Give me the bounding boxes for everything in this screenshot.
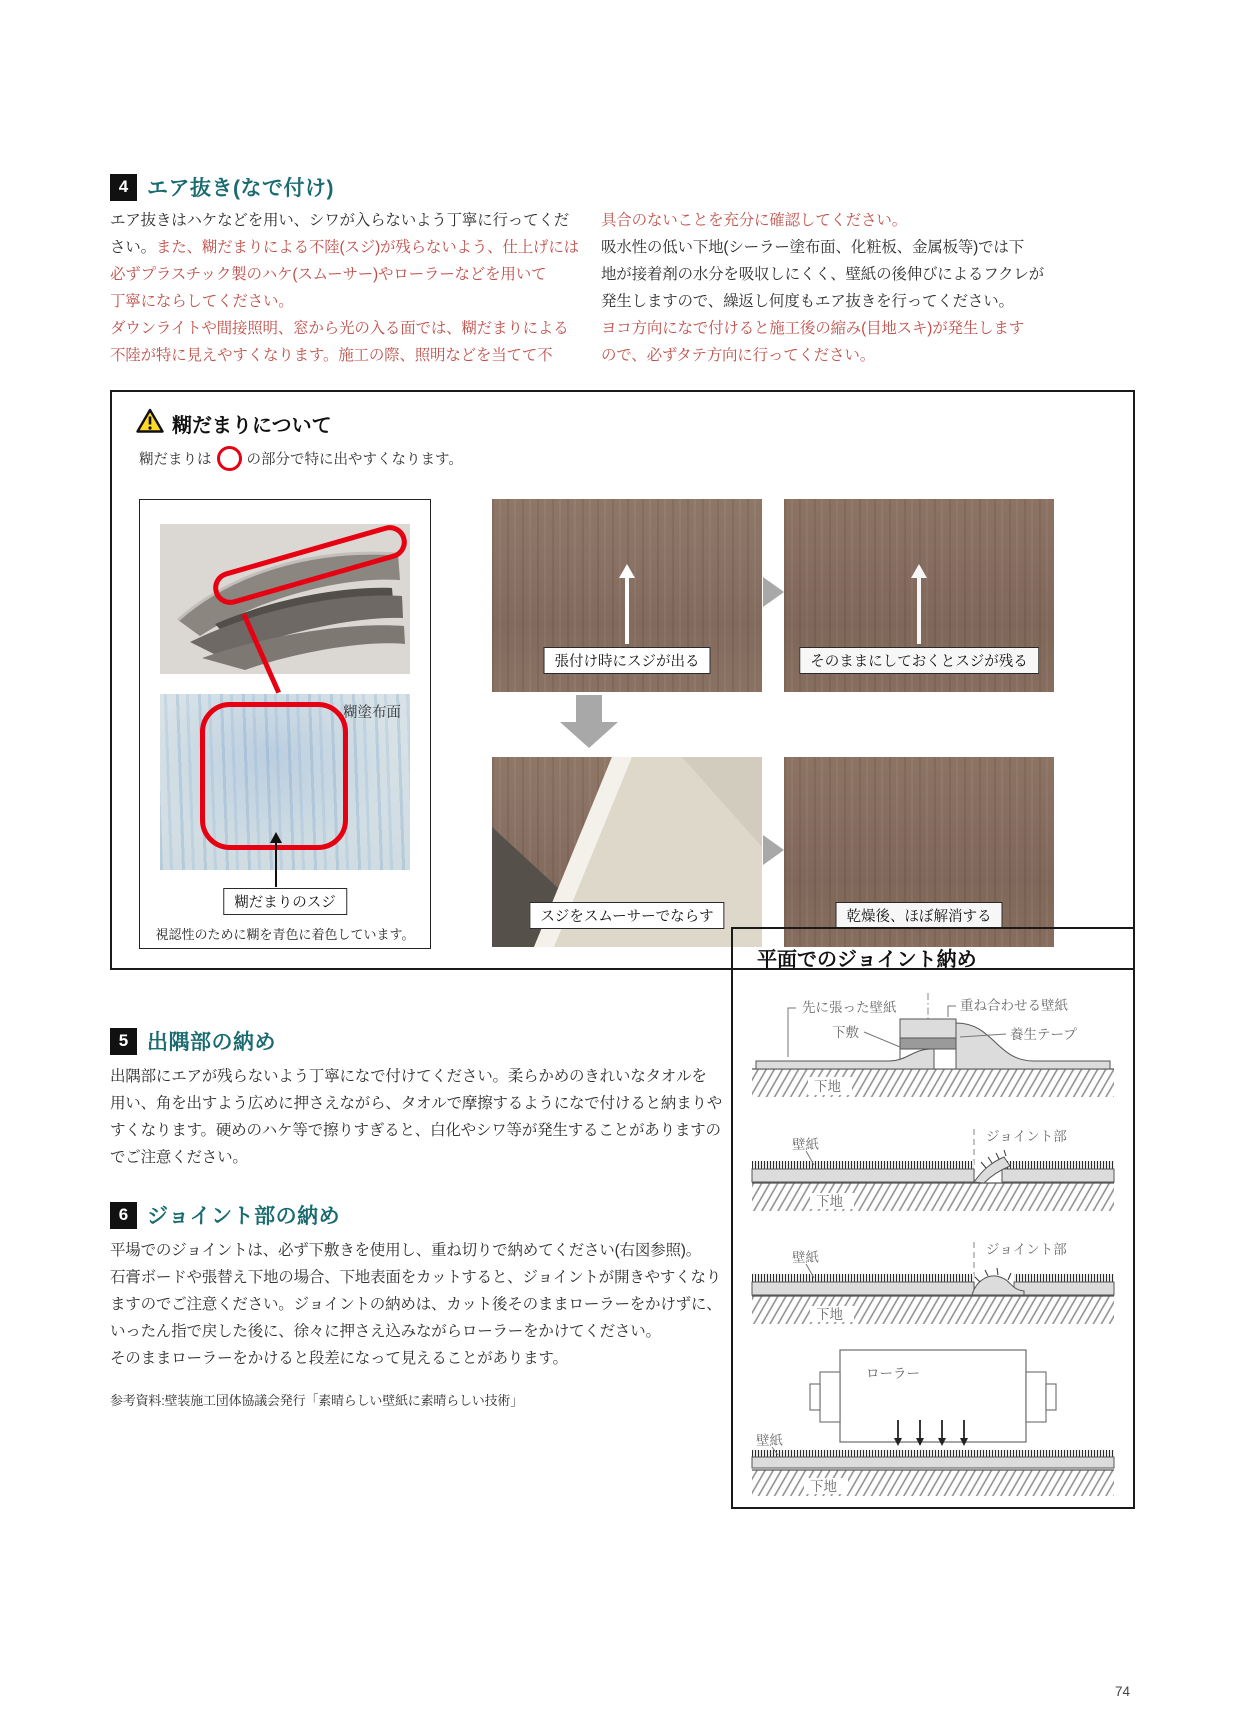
body-text-line: 平場でのジョイントは、必ず下敷きを使用し、重ね切りで納めてください(右図参照)。 (110, 1242, 702, 1259)
streak-arrow-up-icon (270, 832, 282, 887)
step-label: 張付け時にスジが出る (544, 647, 711, 674)
warning-text-line: 具合のないことを充分に確認してください。 (601, 212, 908, 229)
glue-streak-label: 糊だまりのスジ (223, 888, 347, 915)
diagram-label-wallpaper: 壁紙 (756, 1433, 783, 1448)
section5-body (110, 1063, 730, 1171)
diagram-label-base: 下地 (814, 1079, 841, 1094)
joint-box-title: 平面でのジョイント納め (757, 949, 977, 971)
body-text-line: ますのでご注意ください。ジョイントの納めは、カット後そのままローラーをかけずに、 (110, 1296, 722, 1313)
step-photo-streak-appears (492, 499, 762, 692)
body-text-line: 出隅部にエアが残らないよう丁寧になで付けてください。柔らかめのきれいなタオルを (110, 1068, 707, 1085)
body-text-line: そのままローラーをかけると段差になって見えることがあります。 (110, 1350, 568, 1367)
diagram-label-masking-tape: 養生テープ (1010, 1027, 1077, 1042)
body-text-line: すくなります。硬めのハケ等で擦りすぎると、白化やシワ等が発生することがありますの (110, 1122, 721, 1139)
section4-right-column (601, 207, 1131, 369)
glue-note-prefix: 糊だまりは (139, 452, 212, 468)
diagram-label-first-wallpaper: 先に張った壁紙 (802, 1000, 897, 1015)
streak-arrow-up-icon (911, 564, 927, 644)
body-text-line: 発生しますので、繰返し何度もエア抜きを行ってください。 (601, 293, 1014, 310)
diagram-label-wallpaper: 壁紙 (792, 1137, 819, 1152)
diagram-label-underlay: 下敷 (832, 1025, 859, 1040)
glue-streak-highlight-rect (200, 702, 348, 850)
section5-number-badge: 5 (110, 1028, 137, 1055)
section6-title: ジョイント部の納め (147, 1205, 341, 1228)
section5-title: 出隅部の納め (147, 1031, 276, 1054)
glue-pooling-warning-box (110, 390, 1135, 970)
diagram-label-wallpaper: 壁紙 (792, 1250, 819, 1265)
section4-number-badge: 4 (110, 174, 137, 201)
glue-surface-photo (160, 694, 410, 870)
section6-number-badge: 6 (110, 1202, 137, 1229)
streak-arrow-up-icon (619, 564, 635, 644)
step-photo-resolved (784, 757, 1054, 947)
glue-box-heading (136, 408, 332, 439)
warning-text-line: ヨコ方向になで付けると施工後の縮み(目地スキ)が発生します (601, 320, 1025, 337)
section6-body (110, 1237, 730, 1372)
body-text-line: 用い、角を出すよう広めに押さえながら、タオルで摩擦するようになで付けると納まりや (110, 1095, 723, 1112)
diagram-label-roller: ローラー (866, 1366, 920, 1381)
glue-spot-circle-icon (217, 446, 242, 471)
glue-panel-caption: 視認性のために糊を青色に着色しています。 (155, 927, 415, 942)
step-arrow-right-icon (763, 835, 784, 865)
step-label: スジをスムーサーでならす (529, 902, 724, 929)
section4-title: エア抜き(なで付け) (147, 177, 334, 200)
step-photo-streak-remains (784, 499, 1054, 692)
warning-text-line: ダウンライトや間接照明、窓から光の入る面では、糊だまりによる (110, 320, 569, 337)
reference-note: 参考資料:壁装施工団体協議会発行「素晴らしい壁紙に素晴らしい技術」 (110, 1393, 524, 1408)
joint-diagram-open (748, 1121, 1118, 1221)
body-text-line: 石膏ボードや張替え下地の場合、下地表面をカットすると、ジョイントが開きやすくなり (110, 1269, 722, 1286)
joint-diagram-roller (748, 1344, 1118, 1499)
joint-diagram-overlap (748, 987, 1118, 1107)
diagram-label-joint: ジョイント部 (986, 1242, 1067, 1257)
warning-text-line: 丁寧にならしてください。 (110, 293, 294, 310)
glue-example-panel (139, 499, 431, 949)
diagram-label-joint: ジョイント部 (986, 1129, 1067, 1144)
diagram-label-base: 下地 (816, 1307, 843, 1322)
body-text-line: 地が接着剤の水分を吸収しにくく、壁紙の後伸びによるフクレが (601, 266, 1044, 283)
page-number: 74 (1114, 1684, 1130, 1699)
glue-box-heading-text: 糊だまりについて (172, 415, 332, 437)
step-arrow-down-icon (560, 695, 618, 748)
wallpaper-fold-photo (160, 524, 410, 674)
body-text-line: エア抜きはハケなどを用い、シワが入らないよう丁寧に行ってくだ (110, 212, 570, 229)
step-label: 乾燥後、ほぼ解消する (836, 902, 1003, 929)
diagram-label-base: 下地 (810, 1479, 837, 1494)
body-text-line: でご注意ください。 (110, 1149, 248, 1166)
diagram-label-overlap-wallpaper: 重ね合わせる壁紙 (960, 998, 1068, 1013)
warning-text-line: また、糊だまりによる不陸(スジ)が残らないよう、仕上げには (155, 239, 579, 256)
section6-heading (110, 1200, 340, 1230)
warning-triangle-icon (136, 408, 164, 439)
section4-heading (110, 172, 334, 202)
step-arrow-right-icon (763, 577, 784, 607)
body-text-line: 吸水性の低い下地(シーラー塗布面、化粧板、金属板等)では下 (601, 239, 1025, 256)
section4-left-column (110, 207, 580, 369)
section5-heading (110, 1026, 276, 1056)
step-photo-smoother (492, 757, 762, 947)
glue-note-suffix: の部分で特に出やすくなります。 (246, 452, 463, 468)
diagram-label-base: 下地 (816, 1194, 843, 1209)
flat-joint-finish-box (731, 927, 1135, 1509)
warning-text-line: ので、必ずタテ方向に行ってください。 (601, 347, 876, 364)
step-label: そのままにしておくとスジが残る (799, 647, 1039, 674)
glue-box-note (139, 446, 463, 471)
glue-surface-label: 糊塗布面 (343, 705, 401, 721)
warning-text-line: 必ずプラスチック製のハケ(スムーサー)やローラーなどを用いて (110, 266, 547, 283)
joint-diagram-bump (748, 1234, 1118, 1334)
body-text-line: いったん指で戻した後に、徐々に押さえ込みながらローラーをかけてください。 (110, 1323, 661, 1340)
warning-text-line: 不陸が特に見えやすくなります。施工の際、照明などを当てて不 (110, 347, 553, 364)
body-text-line: さい。 (110, 239, 156, 256)
